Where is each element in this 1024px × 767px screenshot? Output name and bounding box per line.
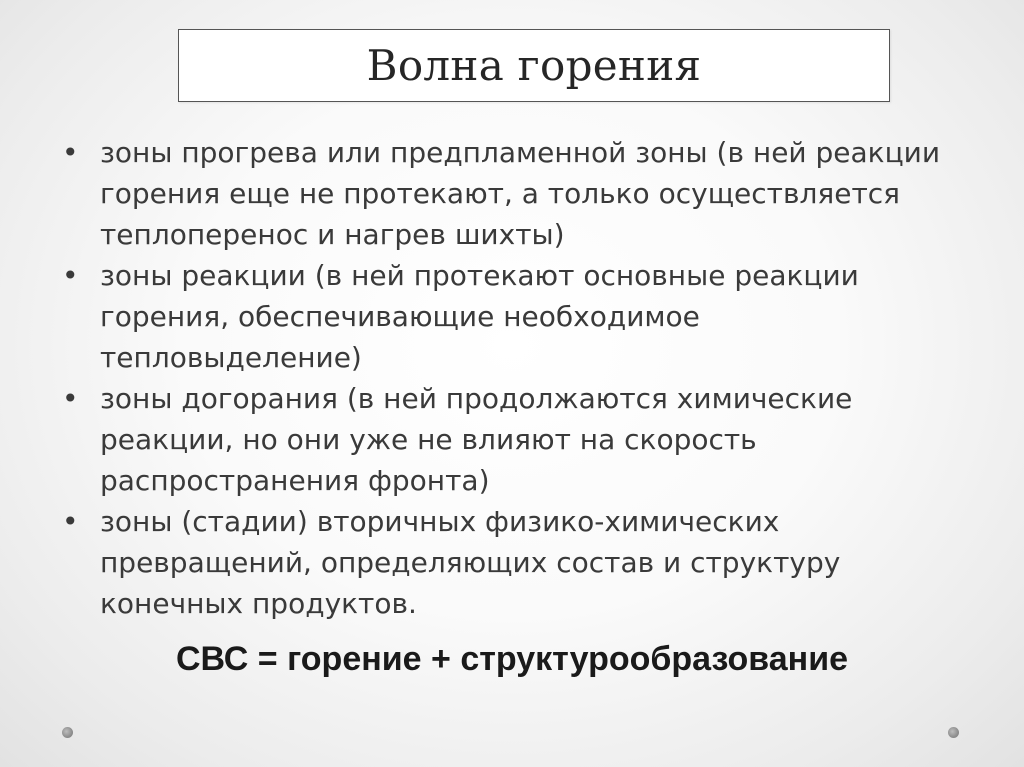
- bullet-text: зоны реакции (в ней протекают основные реакции горения, обеспечивающие необходимое тепловыделение): [100, 259, 859, 374]
- list-item: [62, 132, 962, 255]
- bullet-list: [62, 132, 962, 624]
- bullet-text: зоны (стадии) вторичных физико-химических превращений, определяющих состав и структуру конечных продуктов.: [100, 505, 841, 620]
- corner-dot-icon: [62, 727, 73, 738]
- slide-title: Волна горения: [366, 41, 702, 90]
- formula-text: СВС = горение + структурообразование: [175, 640, 849, 678]
- list-item: [62, 255, 962, 378]
- corner-dot-icon: [948, 727, 959, 738]
- list-item: [62, 501, 962, 624]
- list-item: [62, 378, 962, 501]
- bullet-icon: •: [62, 136, 79, 169]
- bullet-icon: •: [62, 259, 79, 292]
- bullet-text: зоны прогрева или предпламенной зоны (в ней реакции горения еще не протекают, а только осуществляется теплоперенос и нагрев шихты): [100, 136, 941, 251]
- title-box: [178, 29, 890, 102]
- bullet-icon: •: [62, 505, 79, 538]
- bullet-icon: •: [62, 382, 79, 415]
- bullet-text: зоны догорания (в ней продолжаются химические реакции, но они уже не влияют на скорость распространения фронта): [100, 382, 853, 497]
